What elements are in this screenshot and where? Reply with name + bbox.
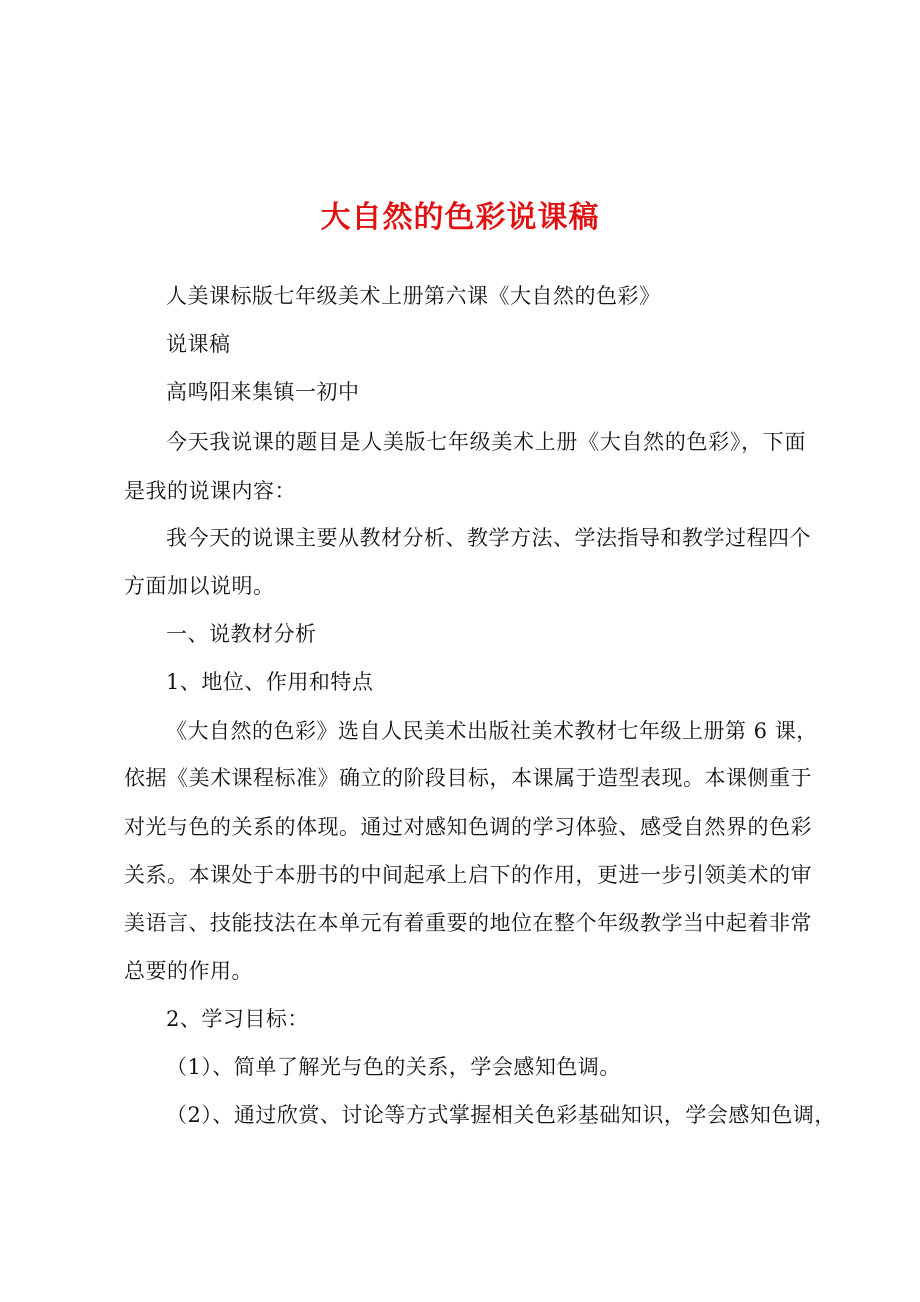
paragraph-line: 总要的作用。 [124, 959, 253, 983]
document-title: 大自然的色彩说课稿 [320, 200, 600, 235]
paragraph-line: 美语言、技能技法在本单元有着重要的地位在整个年级教学当中起着非常 [124, 911, 812, 935]
paragraph-line: （1）、简单了解光与色的关系，学会感知色调。 [166, 1055, 621, 1079]
subsection-heading: 1、地位、作用和特点 [166, 670, 374, 694]
paragraph-line: 是我的说课内容： [124, 479, 296, 503]
paragraph-line: 高鸣阳来集镇一初中 [166, 380, 360, 404]
paragraph-line: 依据《美术课程标准》确立的阶段目标，本课属于造型表现。本课侧重于 [124, 766, 812, 790]
paragraph-line: 我今天的说课主要从教材分析、教学方法、学法指导和教学过程四个 [166, 526, 811, 550]
paragraph-line: 对光与色的关系的体现。通过对感知色调的学习体验、感受自然界的色彩 [124, 815, 812, 839]
paragraph-line: 方面加以说明。 [124, 574, 275, 598]
paragraph-line: 《大自然的色彩》选自人民美术出版社美术教材七年级上册第 6 课， [166, 719, 818, 743]
paragraph-line: （2）、通过欣赏、讨论等方式掌握相关色彩基础知识，学会感知色调， [166, 1103, 836, 1127]
paragraph-line: 关系。本课处于本册书的中间起承上启下的作用，更进一步引领美术的审 [124, 863, 812, 887]
paragraph-line: 今天我说课的题目是人美版七年级美术上册《大自然的色彩》，下面 [166, 430, 806, 454]
section-heading: 一、说教材分析 [166, 622, 317, 646]
paragraph-line: 人美课标版七年级美术上册第六课《大自然的色彩》 [166, 284, 661, 308]
paragraph-line: 说课稿 [166, 332, 231, 356]
subsection-heading: 2、学习目标： [166, 1007, 309, 1031]
